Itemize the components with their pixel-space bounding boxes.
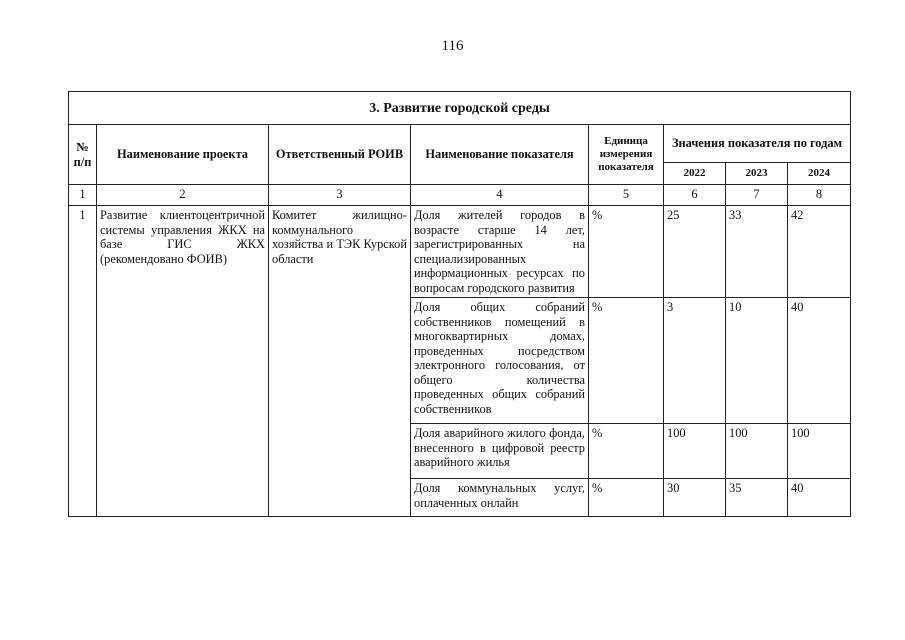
header-unit: Единица измерения показателя <box>589 125 664 185</box>
col-number: 8 <box>788 185 851 206</box>
header-year-2023: 2023 <box>726 163 788 185</box>
header-year-2022: 2022 <box>664 163 726 185</box>
indicator-unit: % <box>589 298 664 424</box>
col-number: 3 <box>269 185 411 206</box>
indicator-value-2023: 33 <box>726 206 788 298</box>
header-roiv: Ответственный РОИВ <box>269 125 411 185</box>
col-number: 4 <box>411 185 589 206</box>
column-numbers-row <box>69 185 851 206</box>
indicator-value-2023: 35 <box>726 479 788 517</box>
col-number: 7 <box>726 185 788 206</box>
header-year-2024: 2024 <box>788 163 851 185</box>
section-title: 3. Развитие городской среды <box>69 92 851 125</box>
indicator-value-2024: 40 <box>788 479 851 517</box>
project-num: 1 <box>69 206 97 517</box>
project-name: Развитие клиентоцентричной системы управления ЖКХ на базе ГИС ЖКХ (рекомендовано ФОИВ) <box>97 206 269 517</box>
table-row <box>69 206 851 298</box>
indicator-value-2024: 100 <box>788 424 851 479</box>
indicator-unit: % <box>589 424 664 479</box>
indicator-value-2022: 25 <box>664 206 726 298</box>
header-values-group: Значения показателя по годам <box>664 125 851 163</box>
indicator-value-2022: 3 <box>664 298 726 424</box>
indicator-name: Доля коммунальных услуг, оплаченных онлайн <box>411 479 589 517</box>
project-roiv: Комитет жилищно-коммунального хозяйства и ТЭК Курской области <box>269 206 411 517</box>
header-project: Наименование проекта <box>97 125 269 185</box>
indicator-value-2023: 10 <box>726 298 788 424</box>
indicators-table <box>68 91 851 517</box>
col-number: 1 <box>69 185 97 206</box>
indicator-unit: % <box>589 479 664 517</box>
col-number: 5 <box>589 185 664 206</box>
indicator-value-2024: 40 <box>788 298 851 424</box>
page-number: 116 <box>441 38 464 54</box>
indicator-value-2022: 30 <box>664 479 726 517</box>
indicator-name: Доля жителей городов в возрасте старше 14 лет, зарегистрированных на специализированных информационных ресурсах по вопросам городского развития <box>411 206 589 298</box>
indicator-value-2022: 100 <box>664 424 726 479</box>
header-num: № п/п <box>69 125 97 185</box>
col-number: 6 <box>664 185 726 206</box>
indicator-unit: % <box>589 206 664 298</box>
indicator-name: Доля общих собраний собственников помещений в многоквартирных домах, проведенных посредством электронного голосования, от общего количества проведенных общих собраний собственников <box>411 298 589 424</box>
indicator-name: Доля аварийного жилого фонда, внесенного в цифровой реестр аварийного жилья <box>411 424 589 479</box>
header-indicator: Наименование показателя <box>411 125 589 185</box>
indicator-value-2023: 100 <box>726 424 788 479</box>
indicator-value-2024: 42 <box>788 206 851 298</box>
col-number: 2 <box>97 185 269 206</box>
